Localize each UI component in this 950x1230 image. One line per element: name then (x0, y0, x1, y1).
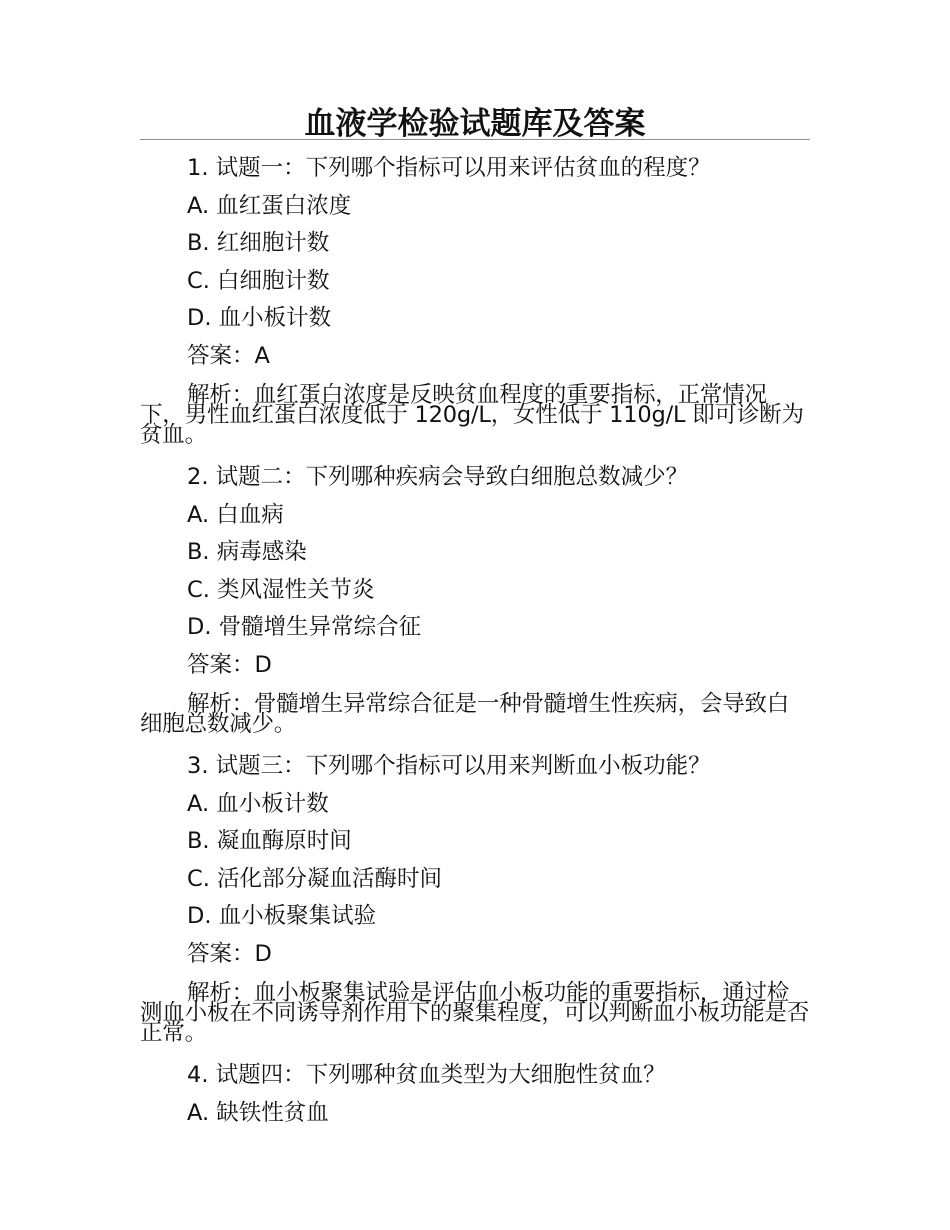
option-d: D. 骨髓增生异常综合征 (187, 614, 422, 640)
option-a: A. 血红蛋白浓度 (187, 192, 352, 219)
question-stem: 2. 试题二：下列哪种疾病会导致白细胞总数减少？ (187, 464, 689, 490)
question-3 (140, 748, 810, 1046)
option-a: A. 缺铁性贫血 (187, 1099, 329, 1126)
analysis: 解析：血红蛋白浓度是反映贫血程度的重要指标，正常情况下，男性血红蛋白浓度低于 120g/L，女性低于 110g/L 即可诊断为贫血。 (140, 382, 804, 448)
question-stem: 3. 试题三：下列哪个指标可以用来判断血小板功能？ (187, 753, 711, 779)
option-d: D. 血小板聚集试验 (187, 903, 377, 929)
title-underline (140, 139, 810, 140)
analysis: 解析：血小板聚集试验是评估血小板功能的重要指标，通过检测血小板在不同诱导剂作用下的聚集程度，可以判断血小板功能是否正常。 (140, 980, 810, 1046)
option-c: C. 白细胞计数 (187, 267, 330, 294)
question-4 (140, 1057, 810, 1132)
option-b: B. 病毒感染 (187, 539, 307, 565)
answer: 答案：D (187, 940, 272, 967)
option-a: A. 白血病 (187, 501, 284, 528)
answer: 答案：A (187, 342, 270, 369)
option-b: B. 红细胞计数 (187, 230, 330, 256)
option-c: C. 活化部分凝血活酶时间 (187, 865, 443, 892)
question-list (140, 150, 810, 1132)
option-d: D. 血小板计数 (187, 305, 332, 331)
analysis: 解析：骨髓增生异常综合征是一种骨髓增生性疾病，会导致白细胞总数减少。 (140, 691, 790, 737)
option-c: C. 类风湿性关节炎 (187, 576, 375, 603)
question-stem: 1. 试题一：下列哪个指标可以用来评估贫血的程度？ (187, 155, 711, 181)
question-1 (140, 150, 810, 448)
question-stem: 4. 试题四：下列哪种贫血类型为大细胞性贫血？ (187, 1062, 666, 1088)
answer: 答案：D (187, 651, 272, 678)
document-title: 血液学检验试题库及答案 (304, 106, 646, 142)
question-2 (140, 459, 810, 737)
option-a: A. 血小板计数 (187, 790, 329, 817)
option-b: B. 凝血酶原时间 (187, 828, 352, 854)
